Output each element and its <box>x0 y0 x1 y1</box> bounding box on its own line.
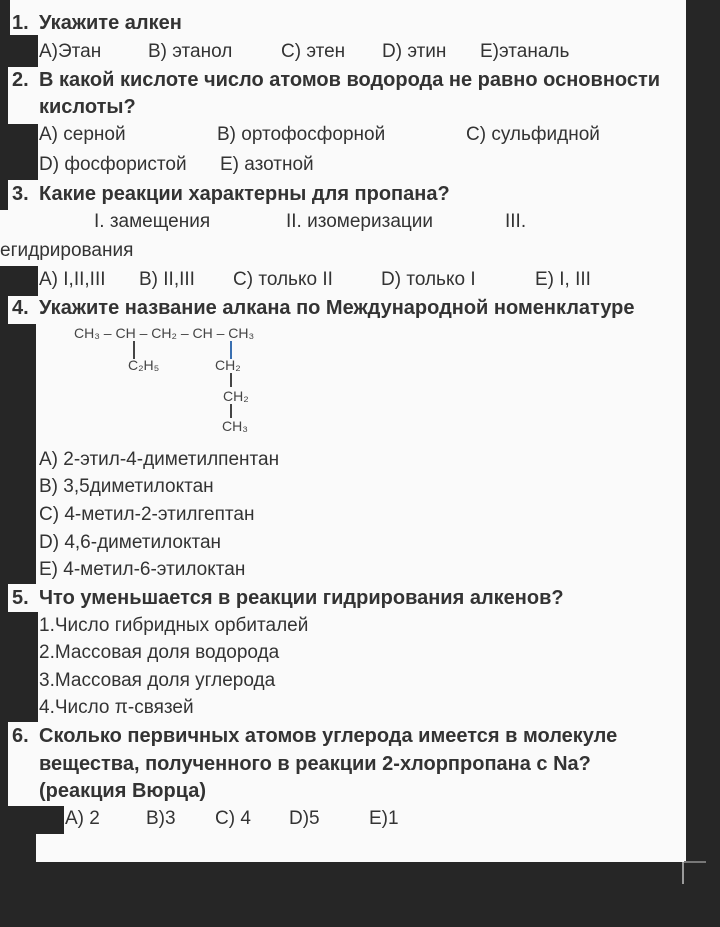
margin-shade <box>0 180 8 210</box>
question-6-text: Сколько первичных атомов углерода имеется в молекуле <box>39 725 618 747</box>
bond-line <box>230 404 232 418</box>
question-3-number: 3. <box>12 183 29 205</box>
q1-option-b: B) этанол <box>148 41 233 62</box>
q1-option-d: D) этин <box>382 41 447 62</box>
q5-option-2: 2.Массовая доля водорода <box>39 642 280 663</box>
q2-option-e: E) азотной <box>220 154 314 175</box>
question-2-number: 2. <box>12 69 29 91</box>
q4-option-b: B) 3,5диметилоктан <box>39 476 214 497</box>
margin-shade <box>0 834 36 864</box>
q2-option-c: C) сульфидной <box>466 124 600 145</box>
question-1-text: Укажите алкен <box>39 12 182 34</box>
formula-main-chain: CH₃ – CH – CH₂ – CH – CH₃ <box>74 325 255 341</box>
margin-shade <box>0 35 38 67</box>
margin-shade <box>0 0 10 35</box>
q1-option-c: C) этен <box>281 41 346 62</box>
margin-shade <box>0 67 8 127</box>
margin-shade <box>0 584 8 612</box>
q3-reaction-3: III. <box>505 211 527 232</box>
formula-branch-ch3: CH₃ <box>222 418 248 434</box>
question-6-text-cont2: (реакция Вюрца) <box>39 780 207 802</box>
question-1-number: 1. <box>12 12 29 34</box>
q3-option-b: B) II,III <box>139 269 195 290</box>
margin-shade <box>0 296 8 324</box>
q4-option-a: A) 2-этил-4-диметилпентан <box>39 449 280 470</box>
q4-option-c: C) 4-метил-2-этилгептан <box>39 504 255 525</box>
q1-option-a: A)Этан <box>39 41 102 62</box>
q1-option-e: E)этаналь <box>480 41 570 62</box>
question-6-number: 6. <box>12 725 29 747</box>
page-edge-mark <box>684 861 706 863</box>
margin-shade <box>0 266 38 296</box>
q5-option-4: 4.Число π-связей <box>39 697 194 718</box>
q3-reaction-1: I. замещения <box>94 211 211 232</box>
margin-shade <box>0 324 36 584</box>
question-4-text: Укажите название алкана по Международной номенклатуре <box>39 297 635 319</box>
q6-option-c: C) 4 <box>215 808 251 829</box>
margin-shade <box>0 806 64 834</box>
page-edge-mark <box>682 862 684 884</box>
question-3-text: Какие реакции характерны для пропана? <box>39 183 450 205</box>
q3-option-a: A) I,II,III <box>39 269 106 290</box>
q4-option-d: D) 4,6-диметилоктан <box>39 532 222 553</box>
question-2-text-cont: кислоты? <box>39 96 136 118</box>
q3-reaction-3-cont: егидрирования <box>0 240 134 261</box>
q5-option-1: 1.Число гибридных орбиталей <box>39 615 309 636</box>
question-5-text: Что уменьшается в реакции гидрирования алкенов? <box>39 587 564 609</box>
q3-option-d: D) только I <box>381 269 476 290</box>
q6-option-e: E)1 <box>369 808 399 829</box>
margin-shade <box>0 722 8 806</box>
q6-option-a: A) 2 <box>65 808 100 829</box>
q2-option-b: B) ортофосфорной <box>217 124 386 145</box>
margin-shade <box>0 612 38 722</box>
question-2-text: В какой кислоте число атомов водорода не равно основности <box>39 69 661 91</box>
formula-branch-ch2-1: CH₂ <box>215 357 241 373</box>
q2-option-a: A) серной <box>39 124 126 145</box>
q3-reaction-2: II. изомеризации <box>286 211 433 232</box>
q6-option-b: B)3 <box>146 808 176 829</box>
q3-option-e: E) I, III <box>535 269 591 290</box>
q6-option-d: D)5 <box>289 808 320 829</box>
q3-option-c: C) только II <box>233 269 333 290</box>
margin-shade <box>0 124 38 180</box>
formula-branch-ethyl: C₂H₅ <box>128 357 160 373</box>
bond-line <box>230 373 232 387</box>
formula-branch-ch2-2: CH₂ <box>223 388 249 404</box>
question-6-text-cont: вещества, полученного в реакции 2-хлорпропана с Na? <box>39 753 591 775</box>
question-5-number: 5. <box>12 587 29 609</box>
q4-option-e: E) 4-метил-6-этилоктан <box>39 559 246 580</box>
q5-option-3: 3.Массовая доля углерода <box>39 670 276 691</box>
question-4-number: 4. <box>12 297 29 319</box>
q2-option-d: D) фосфористой <box>39 154 187 175</box>
